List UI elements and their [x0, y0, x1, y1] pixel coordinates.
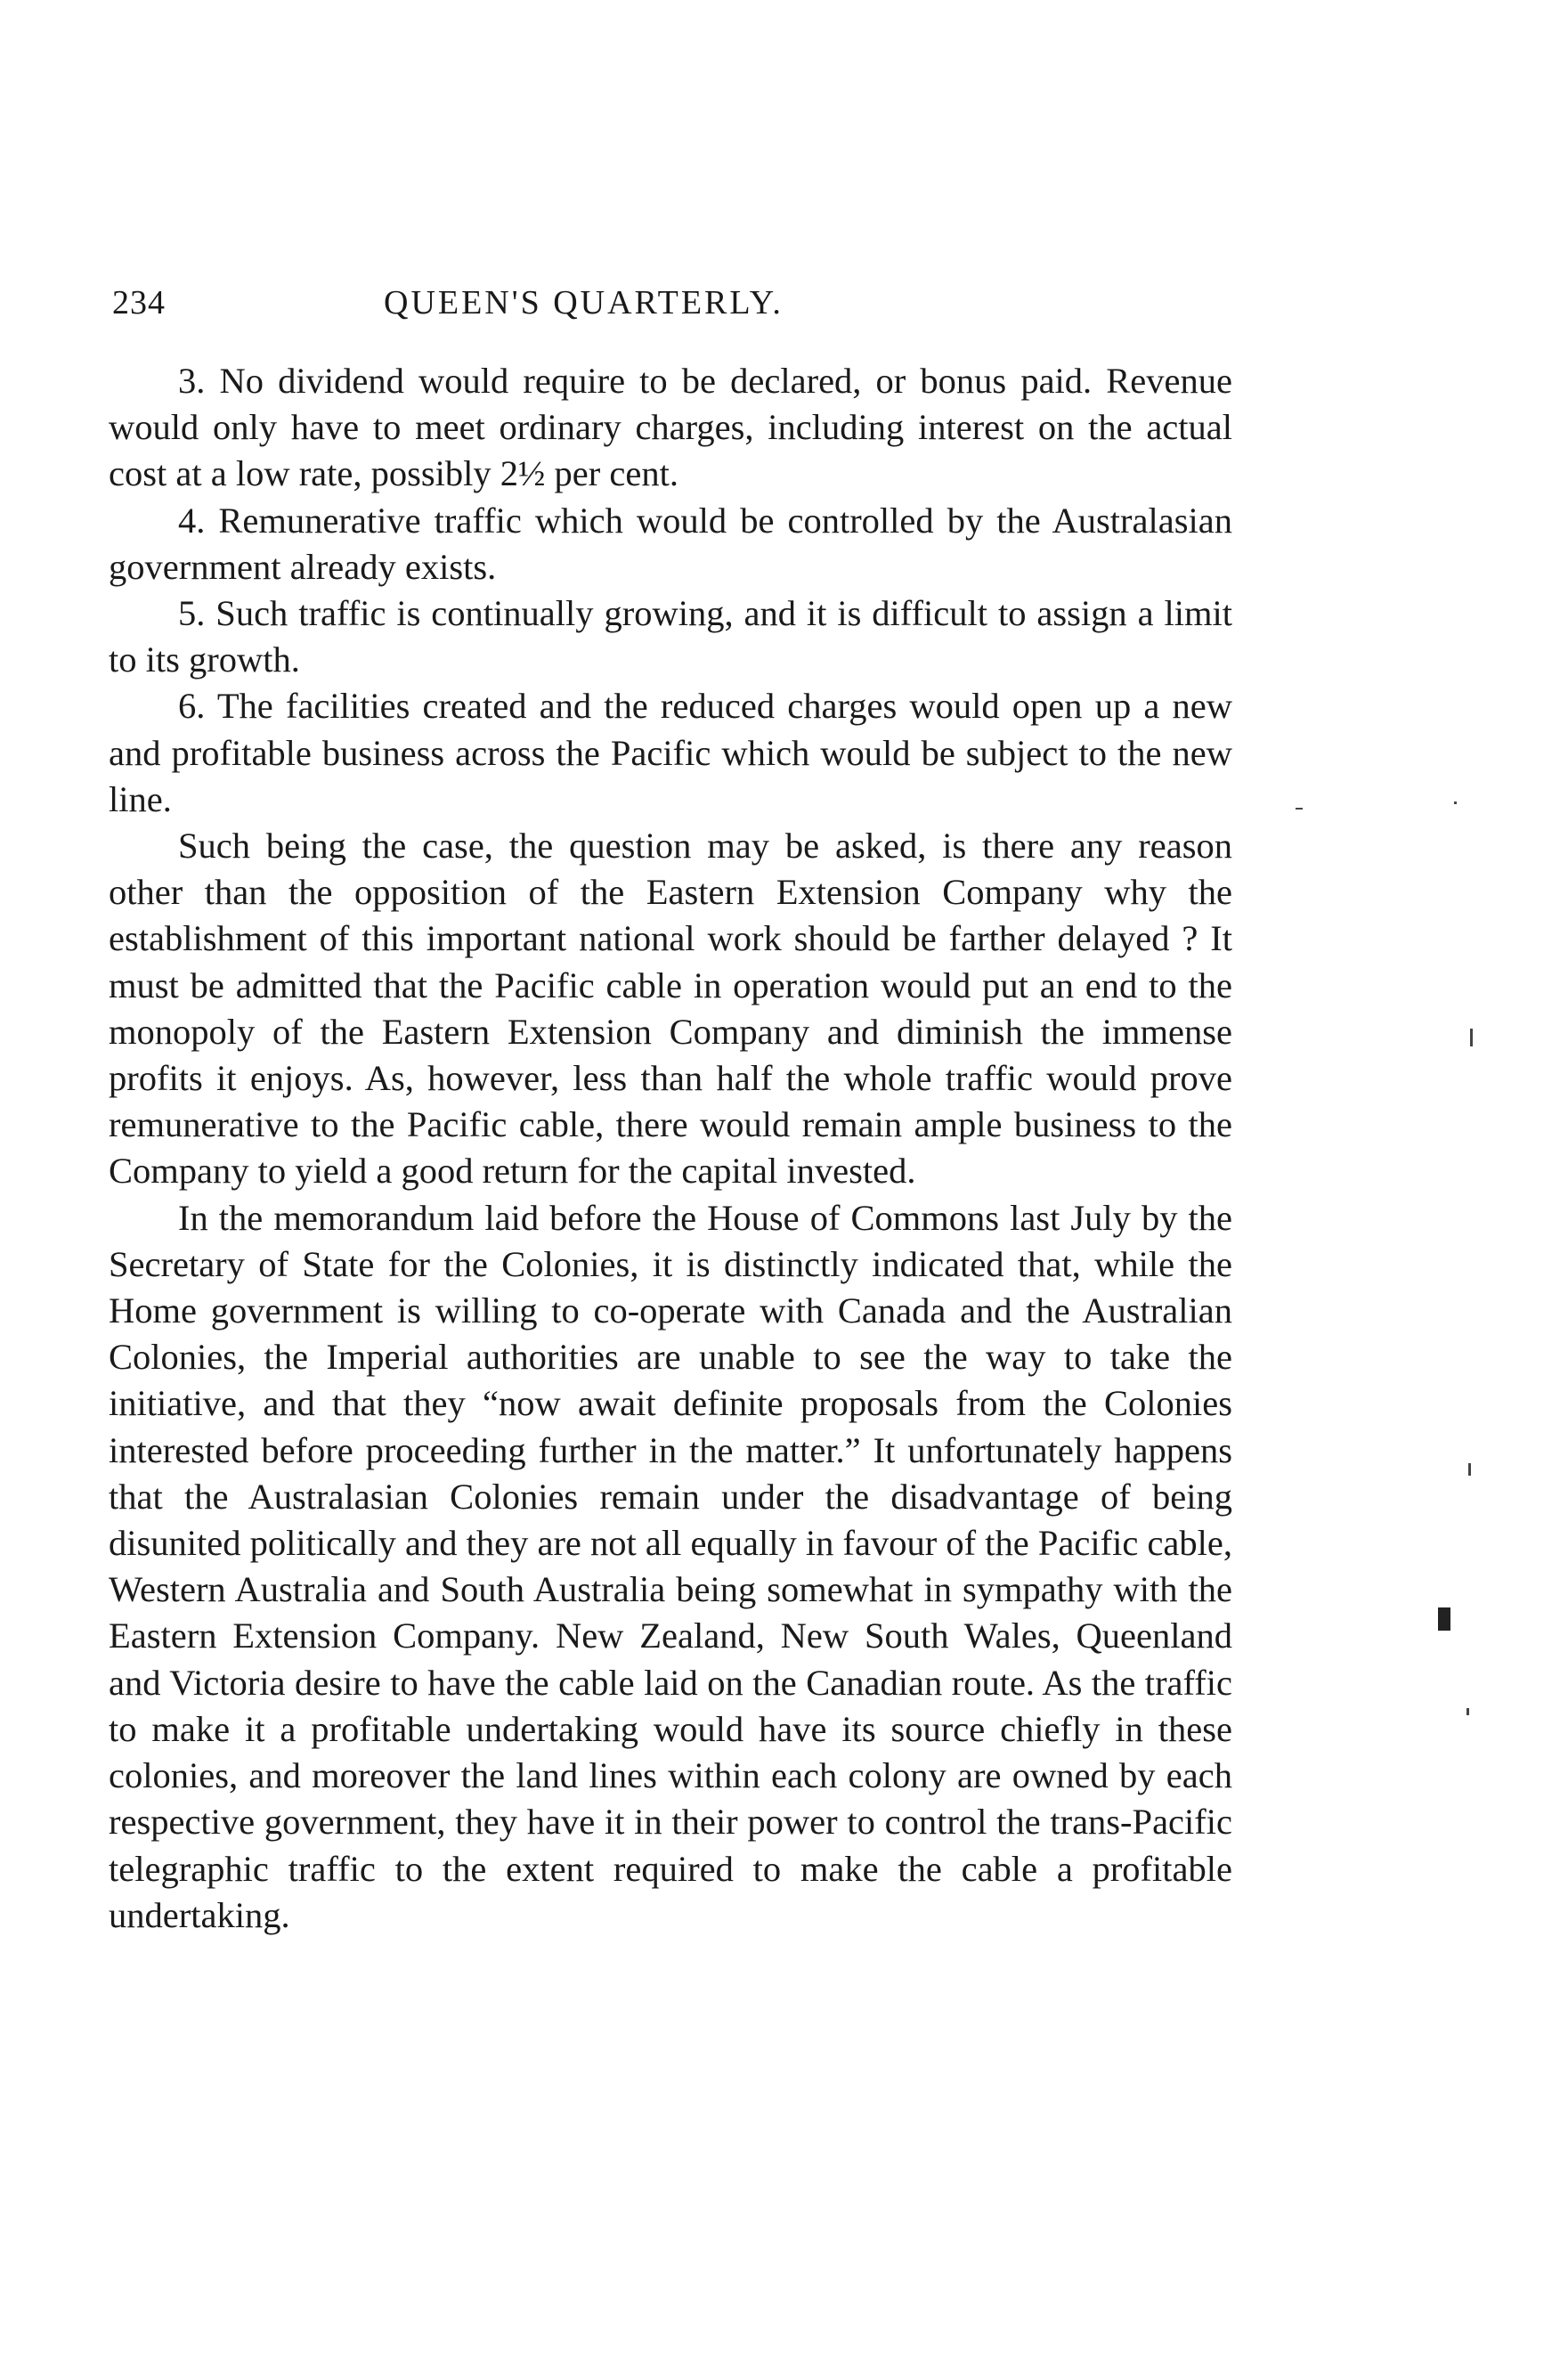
paragraph-point-6: 6. The facilities created and the reduced charges would open up a new and profitable business across the Pacific which would be subject to the new line. [109, 686, 1232, 819]
paragraph-point-4: 4. Remunerative traffic which would be controlled by the Australasian government already exists. [109, 500, 1232, 587]
scan-speck [1296, 808, 1303, 810]
scan-speck [1454, 802, 1457, 804]
scan-speck [1438, 1607, 1450, 1631]
paragraph-point-5: 5. Such traffic is continually growing, and it is difficult to assign a limit to its growth. [109, 593, 1232, 680]
scan-speck [1468, 1463, 1471, 1476]
running-title: QUEEN'S QUARTERLY. [384, 284, 784, 321]
scan-speck [1466, 1708, 1469, 1715]
body-text [109, 358, 1232, 1939]
paragraph-memorandum: In the memorandum laid before the House of Commons last July by the Secretary of State for the Colonies, it is distinctly indicated that, while the Home government is willing to co-operate with Canada and the Australian Colonies, the Imperial authorities are unable to see the way to take the initiative, and that they “now await definite proposals from the Colonies interested before proceeding further in the matter.” It unfortunately happens that the Australasian Colonies remain under the disadvantage of being disunited politically and they are not all equally in favour of the Pacific cable, Western Australia and South Australia being somewhat in sympathy with the Eastern Extension Company. New Zealand, New South Wales, Queenland and Victoria desire to have the cable laid on the Canadian route. As the traffic to make it a profitable undertaking would have its source chiefly in these colonies, and moreover the land lines within each colony are owned by each respective government, they have it in their power to control the trans-Pacific telegraphic traffic to the extent required to make the cable a profitable undertaking. [109, 1197, 1232, 1935]
page-number: 234 [112, 284, 166, 321]
page-header [112, 283, 926, 330]
paragraph-such-being: Such being the case, the question may be asked, is there any reason other than the opposition of the Eastern Extension Company why the establishment of this important national work should be farther delayed ? It must be admitted that the Pacific cable in operation would put an end to the monopoly of the Eastern Extension Company and diminish the immense profits it enjoys. As, however, less than half the whole traffic would prove remunerative to the Pacific cable, there would remain ample business to the Company to yield a good return for the capital invested. [109, 826, 1232, 1192]
paragraph-point-3: 3. No dividend would require to be declared, or bonus paid. Revenue would only have to meet ordinary charges, including interest on the actual cost at a low rate, possibly 2½ per cent. [109, 361, 1232, 494]
scan-speck [1470, 1029, 1473, 1046]
